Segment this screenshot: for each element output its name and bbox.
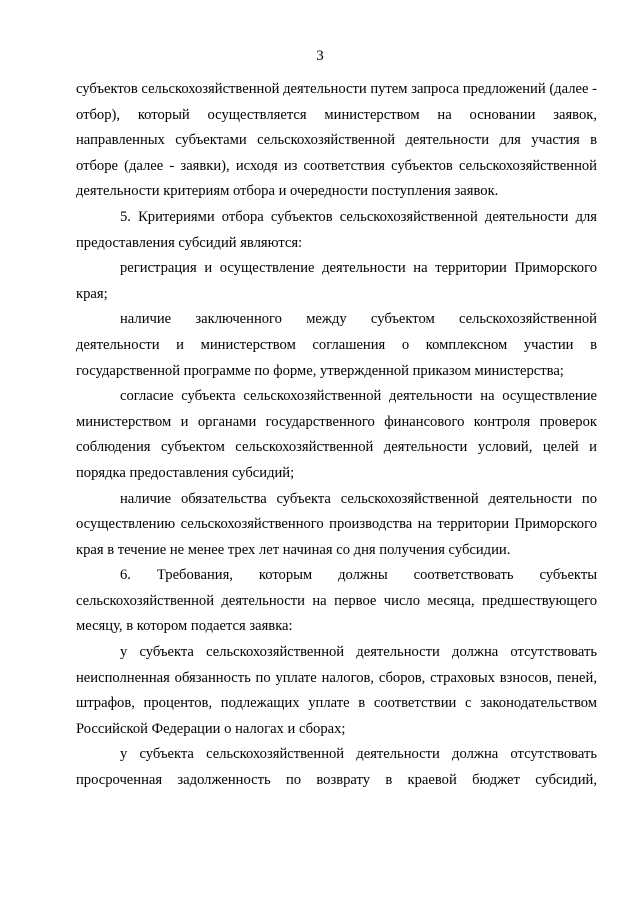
paragraph-criterion-consent: согласие субъекта сельскохозяйственной деятельности на осуществление министерством и органами государственного финансового контроля проверок соблюдения субъектом сельскохозяйственной деятельности условий, целей и порядка предоставления субсидий; bbox=[76, 388, 597, 481]
paragraph-requirement-debt: у субъекта сельскохозяйственной деятельности должна отсутствовать просроченная задолженность по возврату в краевой бюджет субсидий, bbox=[76, 746, 597, 789]
document-body bbox=[76, 77, 597, 794]
paragraph-criterion-agreement: наличие заключенного между субъектом сельскохозяйственной деятельности и министерством соглашения о комплексном участии в государственной программе по форме, утвержденной приказом министерства; bbox=[76, 311, 597, 379]
page-number: 3 bbox=[316, 48, 324, 64]
paragraph-selection-procedure: субъектов сельскохозяйственной деятельности путем запроса предложений (далее - отбор), который осуществляется министерством на основании заявок, направленных субъектами сельскохозяйственной деятельности для участия в отборе (далее - заявки), исходя из соответствия субъектов сельскохозяйственной деятельности критериям отбора и очередности поступления заявок. bbox=[76, 81, 597, 200]
paragraph-criterion-registration: регистрация и осуществление деятельности на территории Приморского края; bbox=[76, 260, 597, 302]
paragraph-criterion-obligation: наличие обязательства субъекта сельскохозяйственной деятельности по осуществлению сельскохозяйственного производства на территории Приморского края в течение не менее трех лет начиная со дня получения субсидии. bbox=[76, 490, 597, 558]
paragraph-item-5-criteria: 5. Критериями отбора субъектов сельскохозяйственной деятельности для предоставления субсидий являются: bbox=[76, 208, 597, 251]
paragraph-requirement-taxes: у субъекта сельскохозяйственной деятельности должна отсутствовать неисполненная обязанность по уплате налогов, сборов, страховых взносов, пеней, штрафов, процентов, подлежащих уплате в соответствии с законодательством Российской Федерации о налогах и сборах; bbox=[76, 644, 597, 737]
paragraph-item-6-requirements: 6. Требования, которым должны соответствовать субъекты сельскохозяйственной деятельности на первое число месяца, предшествующего месяцу, в котором подается заявка: bbox=[76, 567, 597, 635]
